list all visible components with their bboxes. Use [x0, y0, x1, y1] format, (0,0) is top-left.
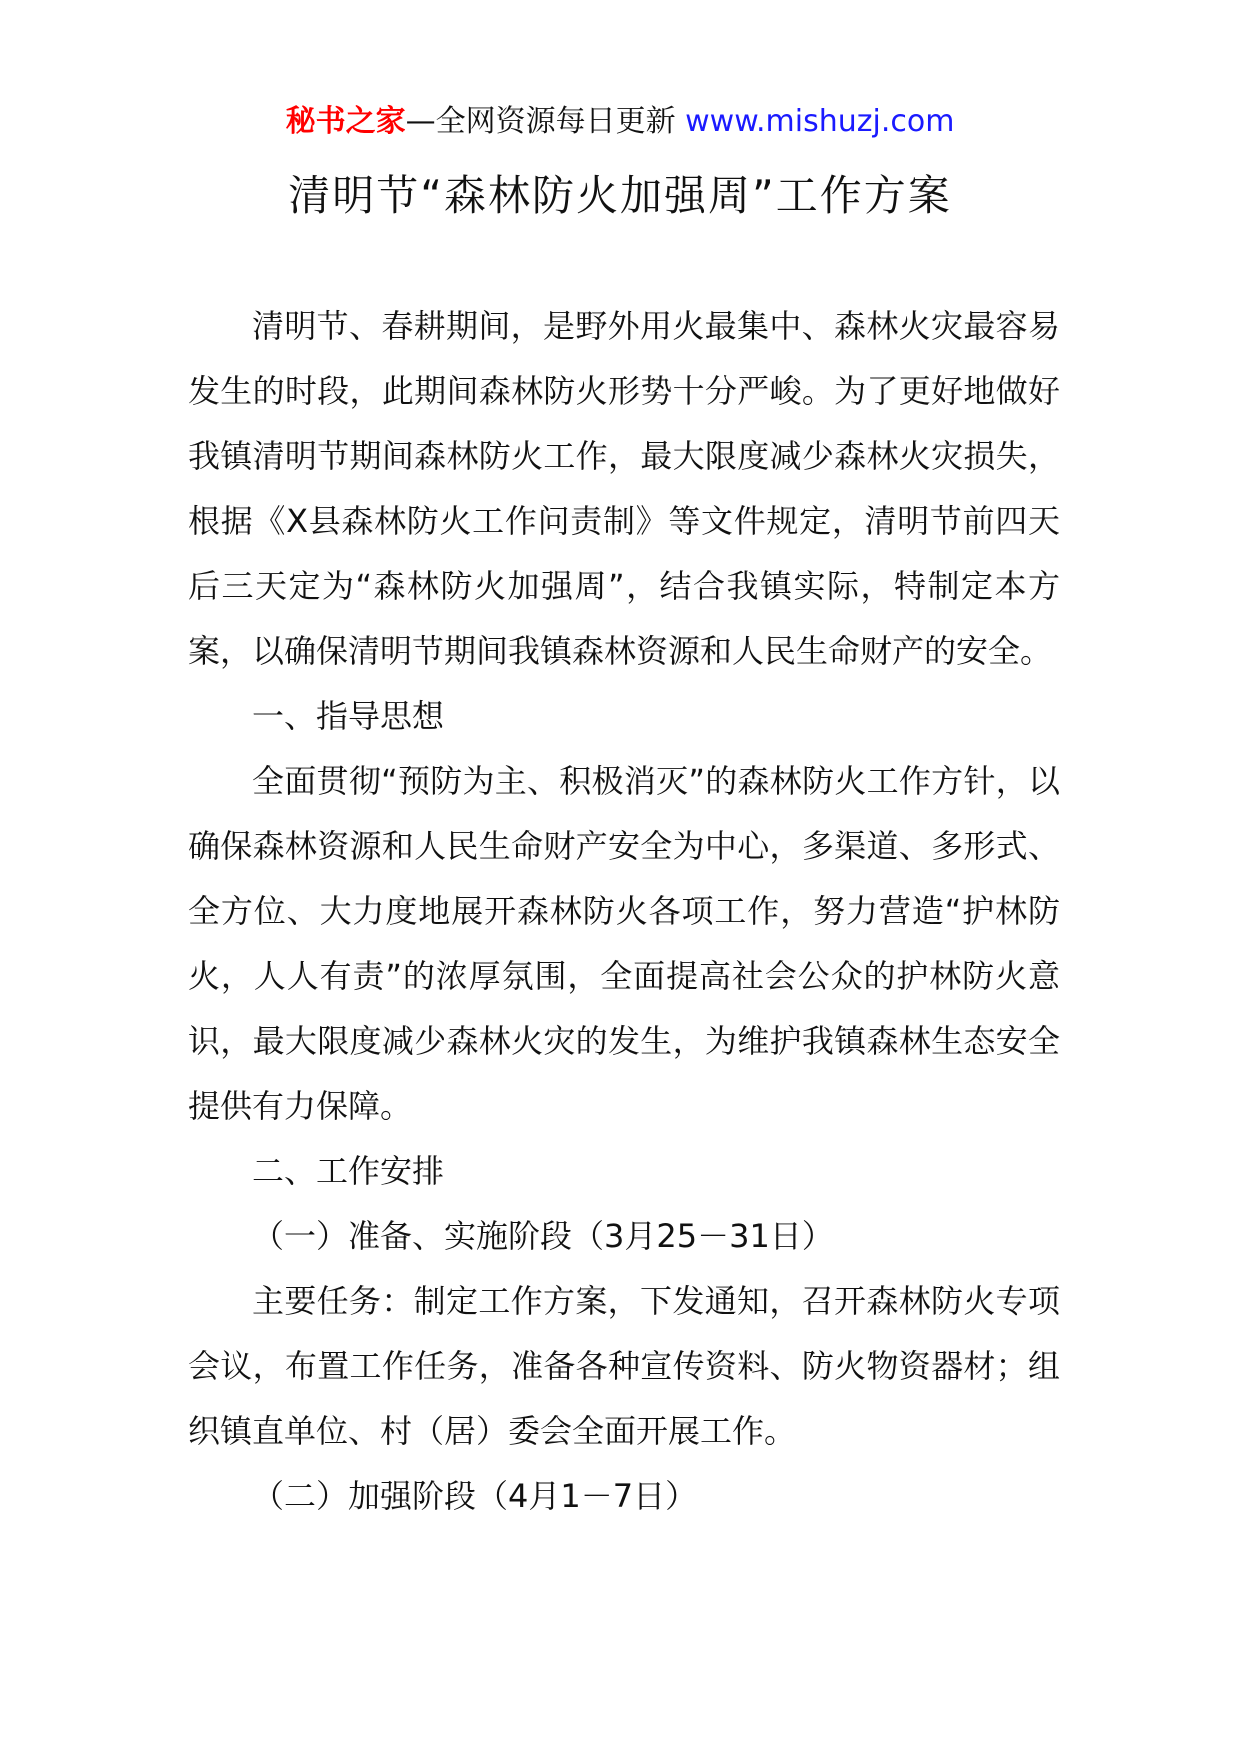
- document-body: [188, 294, 1060, 1529]
- brand-name: 秘书之家: [285, 104, 406, 139]
- document-title: 清明节“森林防火加强周”工作方案: [288, 171, 952, 220]
- subsection-heading-strengthening-stage: （二）加强阶段（4月1－7日）: [252, 1477, 698, 1515]
- tagline: —全网资源每日更新: [405, 104, 676, 139]
- section-heading-guiding-ideology: 一、指导思想: [252, 697, 445, 735]
- subsection-heading-preparation-stage: （一）准备、实施阶段（3月25－31日）: [252, 1217, 834, 1255]
- intro-paragraph: 清明节、春耕期间，是野外用火最集中、森林火灾最容易发生的时段，此期间森林防火形势十分严峻。为了更好地做好我镇清明节期间森林防火工作，最大限度减少森林火灾损失，根据《X县森林防火工作问责制》等文件规定，清明节前四天后三天定为“森林防火加强周”，结合我镇实际，特制定本方案，以确保清明节期间我镇森林资源和人民生命财产的安全。: [188, 307, 1060, 670]
- site-header: [0, 100, 1240, 144]
- preparation-stage-paragraph: 主要任务：制定工作方案，下发通知，召开森林防火专项会议，布置工作任务，准备各种宣传资料、防火物资器材；组织镇直单位、村（居）委会全面开展工作。: [188, 1282, 1060, 1450]
- guiding-ideology-paragraph: 全面贯彻“预防为主、积极消灭”的森林防火工作方针，以确保森林资源和人民生命财产安全为中心，多渠道、多形式、全方位、大力度地展开森林防火各项工作，努力营造“护林防火，人人有责”的浓厚氛围，全面提高社会公众的护林防火意识，最大限度减少森林火灾的发生，为维护我镇森林生态安全提供有力保障。: [188, 762, 1060, 1125]
- section-heading-work-arrangement: 二、工作安排: [252, 1152, 445, 1190]
- site-url-link[interactable]: www.mishuzj.com: [685, 104, 955, 139]
